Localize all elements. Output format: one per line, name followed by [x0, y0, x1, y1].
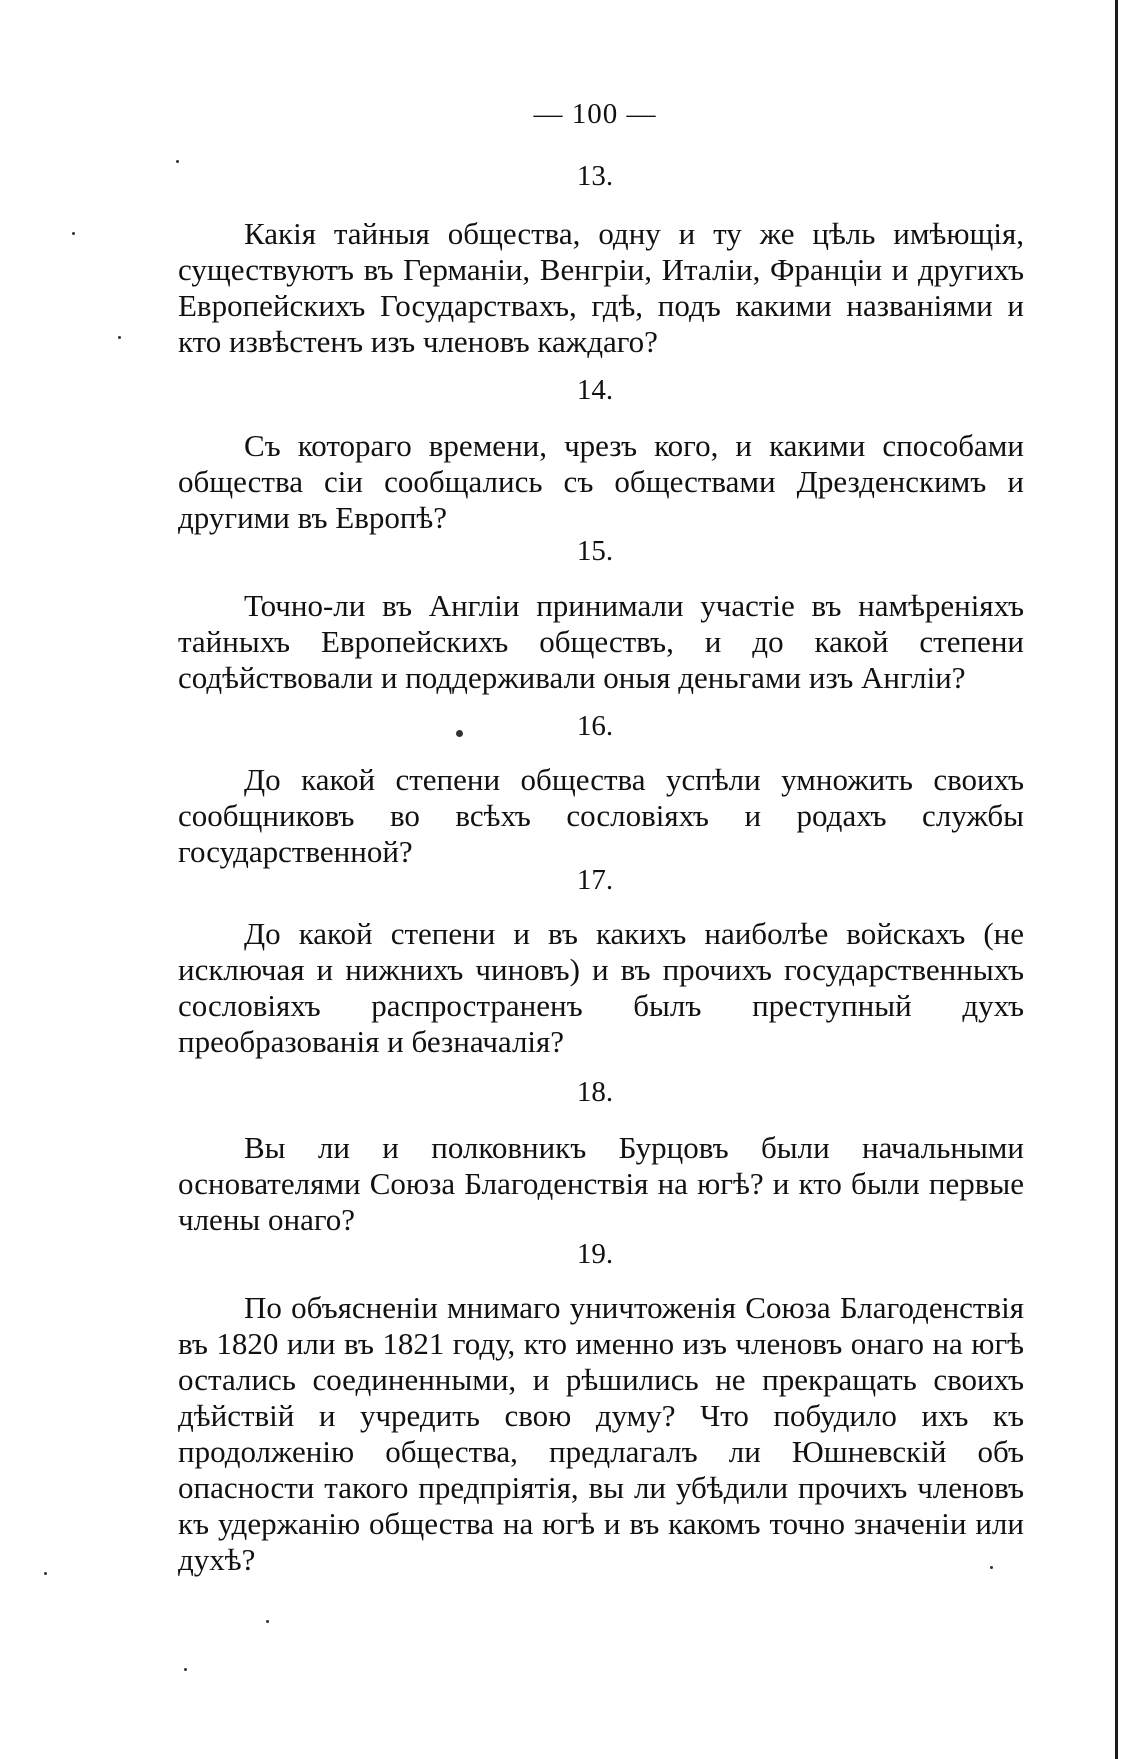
question-text: До какой степени и въ какихъ наиболѣе войскахъ (не исключая и нижнихъ чиновъ) и въ прочихъ государственныхъ сословіяхъ распространенъ былъ преступный духъ преобразованія и безначалія? — [178, 916, 1024, 1059]
scan-speck — [990, 1566, 993, 1569]
question-number: 17. — [576, 864, 614, 896]
question-number: 13. — [576, 160, 614, 192]
question-text: До какой степени общества успѣли умножить своихъ сообщниковъ во всѣхъ сословіяхъ и родахъ службы государственной? — [178, 762, 1024, 869]
question-number: 18. — [576, 1076, 614, 1108]
question-text: Точно-ли въ Англіи принимали участіе въ намѣреніяхъ тайныхъ Европейскихъ обществъ, и до какой степени содѣйствовали и поддерживали оныя деньгами изъ Англіи? — [178, 588, 1024, 695]
scan-speck — [456, 730, 463, 737]
scan-speck — [118, 336, 121, 339]
question-number: 15. — [576, 535, 614, 567]
page-number-header: — 100 — — [533, 98, 657, 130]
question-number: 16. — [576, 710, 614, 742]
scan-speck — [72, 232, 75, 235]
scan-speck — [44, 1572, 47, 1575]
scan-speck — [266, 1620, 269, 1623]
scan-speck — [176, 160, 179, 163]
question-text: Какія тайныя общества, одну и ту же цѣль имѣющія, существуютъ въ Германіи, Венгріи, Италіи, Франціи и другихъ Европейскихъ Государствахъ, гдѣ, подъ какими названіями и кто извѣстенъ изъ членовъ каждаго? — [178, 216, 1024, 359]
question-text: Съ котораго времени, чрезъ кого, и какими способами общества сіи сообщались съ обществами Дрезденскимъ и другими въ Европѣ? — [178, 428, 1024, 535]
question-text: Вы ли и полковникъ Бурцовъ были начальными основателями Союза Благоденствія на югѣ? и кто были первые члены онаго? — [178, 1130, 1024, 1237]
question-number: 14. — [576, 374, 614, 406]
question-text: По объясненіи мнимаго уничтоженія Союза Благоденствія въ 1820 или въ 1821 году, кто именно изъ членовъ онаго на югѣ остались соединенными, и рѣшились не прекращать своихъ дѣйствій и учредить свою думу? Что побудило ихъ къ продолженію общества, предлагалъ ли Юшневскій объ опасности такого предпріятія, вы ли убѣдили прочихъ членовъ къ удержанію общества на югѣ и въ какомъ точно значеніи или духѣ? — [178, 1290, 1024, 1577]
scan-speck — [184, 1668, 187, 1671]
question-number: 19. — [576, 1238, 614, 1270]
